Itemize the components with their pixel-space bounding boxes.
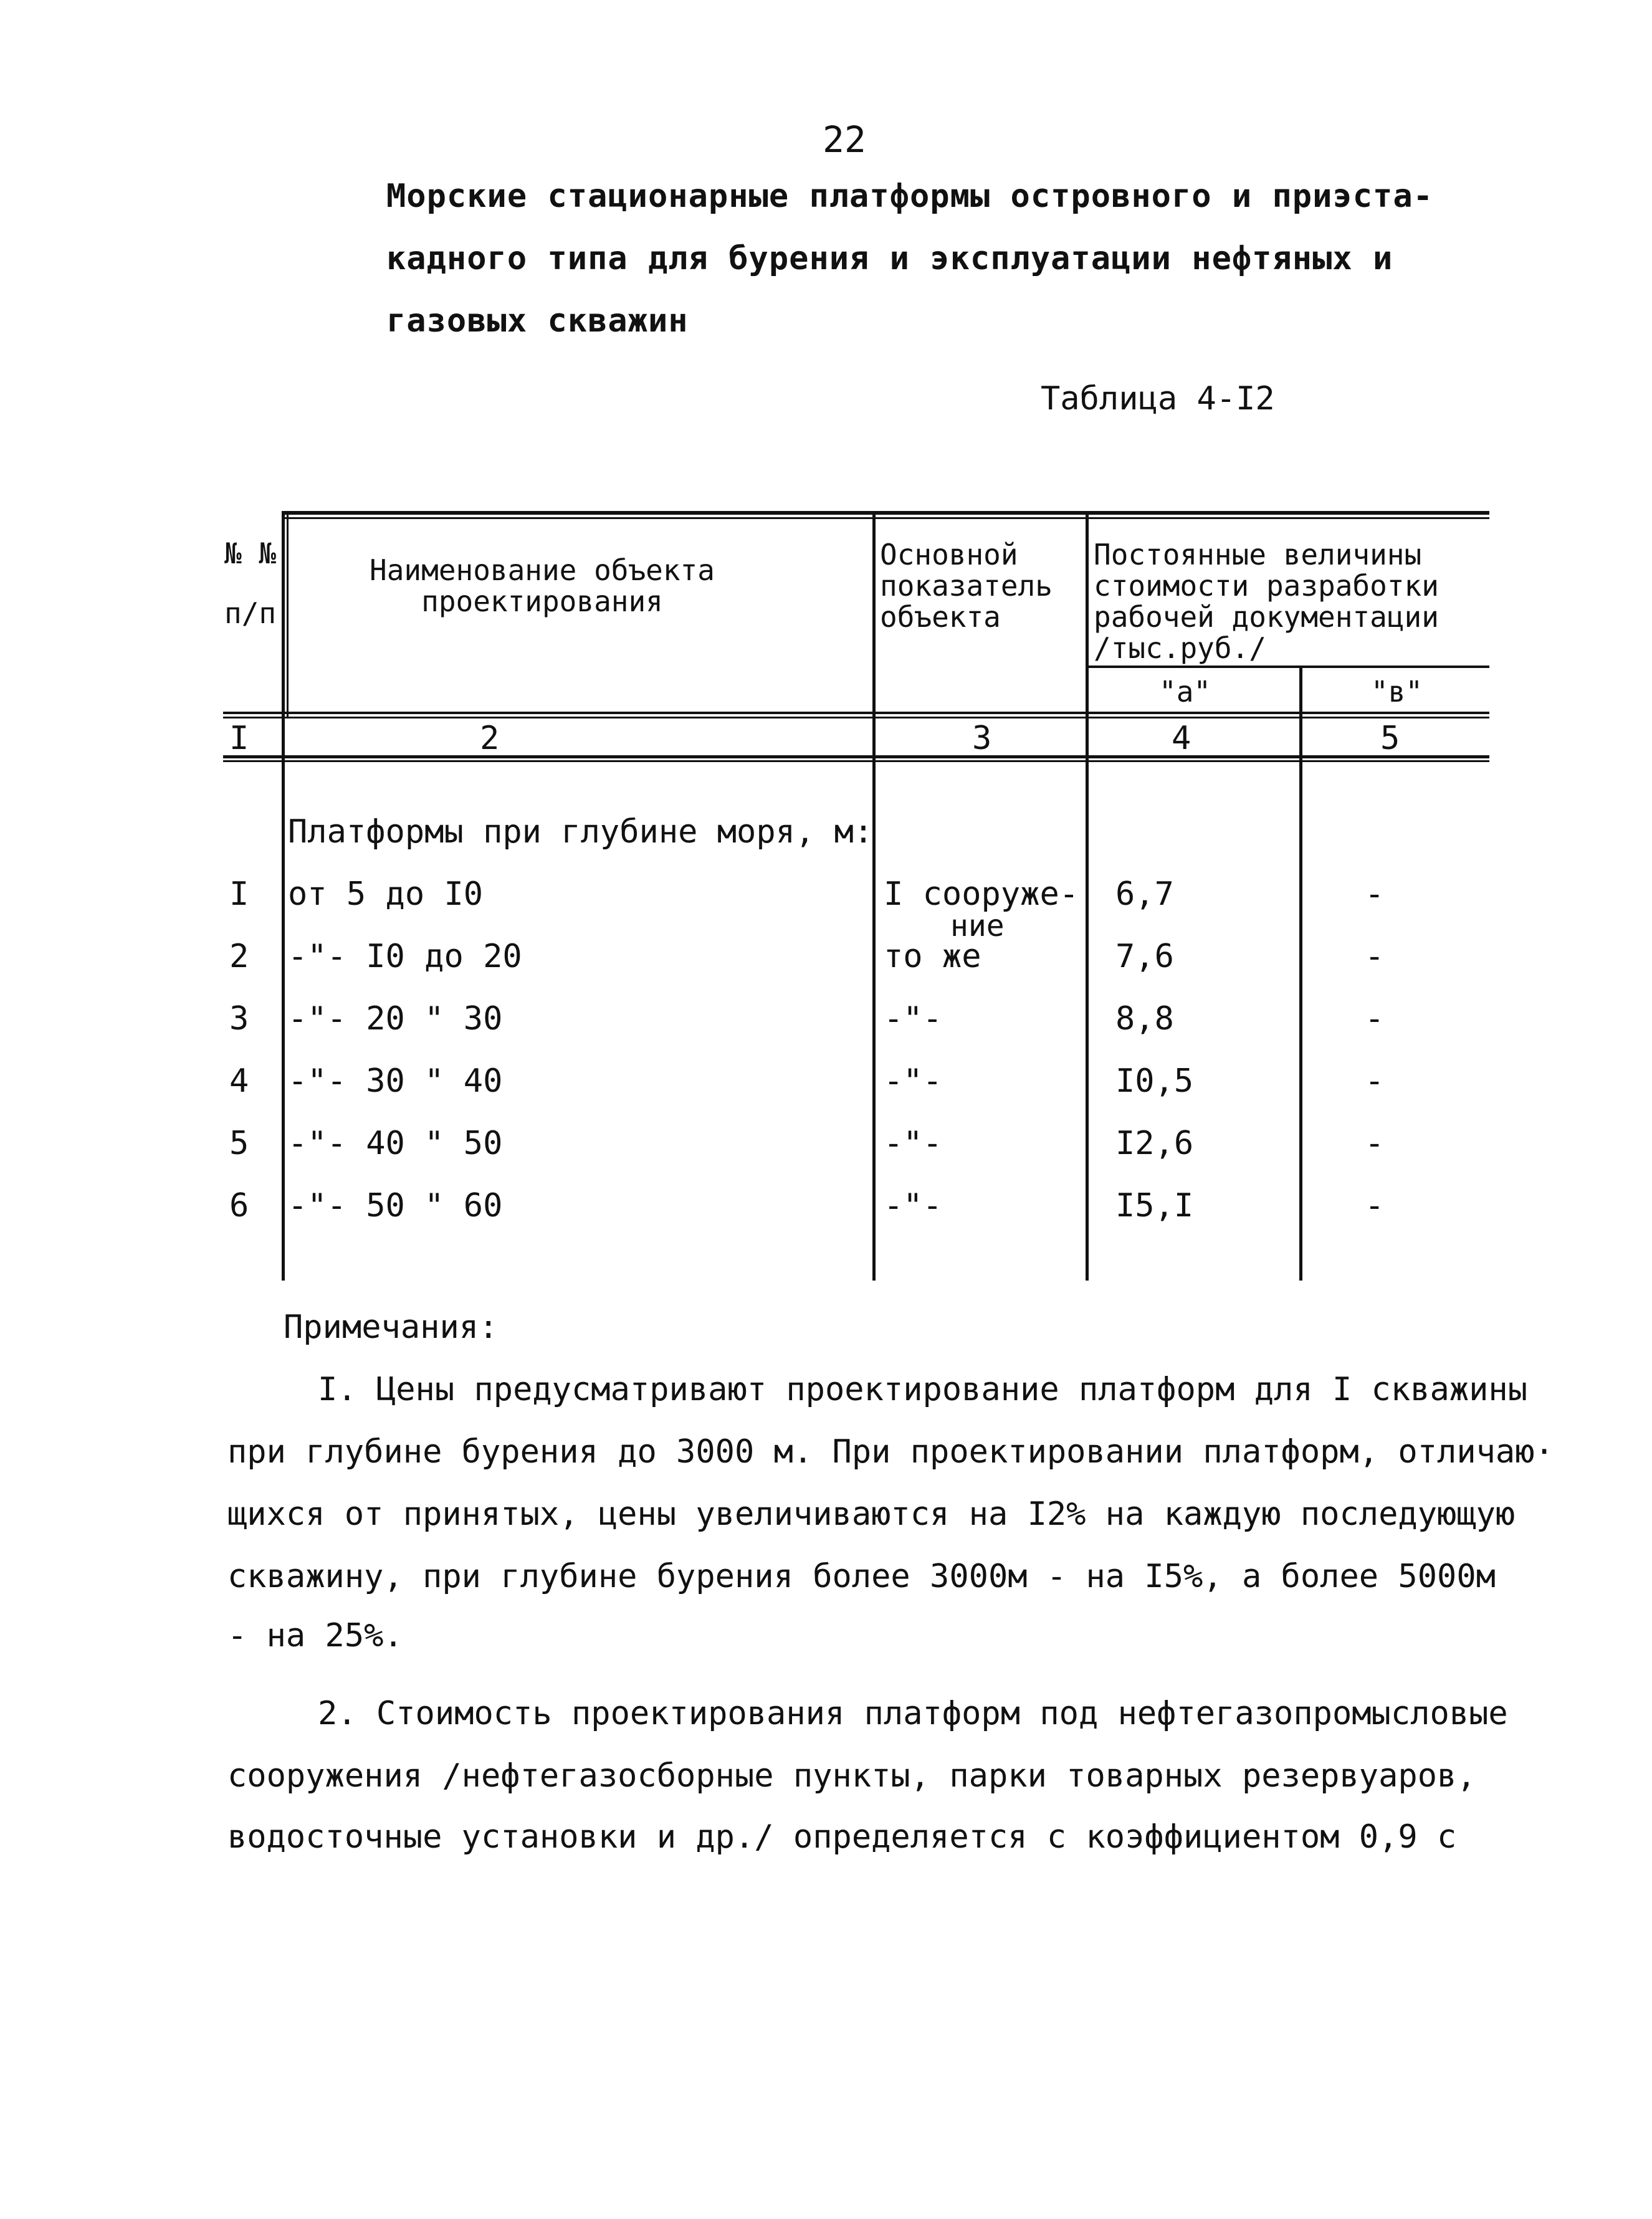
note-line: сооружения /нефтегазосборные пункты, парки товарных резервуаров,	[227, 1757, 1476, 1795]
table-vline-col5	[1299, 666, 1302, 1281]
row-value-a: 6,7	[1115, 876, 1174, 913]
header-col1-line1: № №	[224, 537, 277, 570]
column-number-5: 5	[1380, 720, 1400, 757]
row-value-b: -	[1365, 938, 1385, 975]
note-line: 2. Стоимость проектирования платформ под нефтегазопромысловые	[318, 1695, 1508, 1732]
note-line: при глубине бурения до 3000 м. При проектировании платформ, отличаю·	[227, 1433, 1554, 1471]
row-number: 2	[229, 938, 249, 975]
header-col1-line2: п/п	[224, 596, 277, 630]
table-vline-col2-b	[287, 511, 289, 717]
column-number-3: 3	[972, 720, 992, 757]
row-value-b: -	[1365, 1062, 1385, 1100]
header-col2	[340, 555, 745, 617]
header-col2-line2: проектирования	[421, 585, 663, 618]
row-name: -"- 30 " 40	[288, 1062, 503, 1100]
row-value-b: -	[1365, 1187, 1385, 1224]
table-top-line-2	[284, 517, 1489, 519]
header-col45-line1: Постоянные величины	[1094, 538, 1422, 571]
table-top-line	[284, 511, 1489, 515]
header-col3	[880, 539, 1053, 632]
row-value-b: -	[1365, 1125, 1385, 1162]
page-number: 22	[823, 118, 866, 161]
row-number: 6	[229, 1187, 249, 1224]
row-indicator: -"-	[884, 1125, 942, 1162]
table-label: Таблица 4-I2	[1041, 380, 1275, 418]
table-subheader-line	[1087, 666, 1489, 668]
row-number: 3	[229, 1000, 249, 1038]
row-name: -"- 20 " 30	[288, 1000, 503, 1038]
row-value-a: 8,8	[1115, 1000, 1174, 1038]
header-col45	[1094, 539, 1439, 664]
column-number-4: 4	[1172, 720, 1191, 757]
row-name: -"- 50 " 60	[288, 1187, 503, 1224]
table-vline-col4	[1086, 511, 1089, 1281]
header-col3-line1: Основной	[880, 538, 1018, 571]
row-name: от 5 до I0	[288, 876, 484, 913]
header-col45-line4: /тыс.руб./	[1094, 631, 1266, 665]
page-title-line-2: кадного типа для бурения и эксплуатации нефтяных и	[386, 240, 1393, 277]
note-line: I. Цены предусматривают проектирование платформ для I скважины	[318, 1371, 1528, 1408]
table-vline-col2	[282, 511, 285, 1281]
column-number-2: 2	[480, 720, 500, 757]
header-col5: "в"	[1371, 675, 1423, 709]
group-title: Платформы при глубине моря, м:	[288, 813, 874, 851]
row-indicator-cont: ние	[950, 909, 1005, 943]
row-indicator: то же	[884, 938, 981, 975]
row-indicator: -"-	[884, 1187, 942, 1224]
column-number-1: I	[229, 720, 249, 757]
row-value-a: I2,6	[1115, 1125, 1194, 1162]
note-line: - на 25%.	[227, 1617, 403, 1654]
row-value-a: 7,6	[1115, 938, 1174, 975]
row-indicator: -"-	[884, 1000, 942, 1038]
table-vline-col3	[872, 511, 876, 1281]
row-number: I	[229, 876, 249, 913]
note-line: скважину, при глубине бурения более 3000м - на I5%, а более 5000м	[227, 1558, 1496, 1595]
row-name: -"- 40 " 50	[288, 1125, 503, 1162]
notes-heading: Примечания:	[284, 1309, 499, 1346]
page-title-line-1: Морские стационарные платформы островного и приэста-	[386, 178, 1433, 215]
header-col3-line3: объекта	[880, 600, 1001, 634]
row-number: 4	[229, 1062, 249, 1100]
header-col4: "а"	[1159, 675, 1211, 709]
header-col1	[224, 523, 276, 643]
row-value-b: -	[1365, 1000, 1385, 1038]
row-number: 5	[229, 1125, 249, 1162]
header-col2-line1: Наименование объекта	[370, 553, 715, 587]
header-col45-line2: стоимости разработки	[1094, 569, 1439, 603]
page-title-line-3: газовых скважин	[386, 302, 689, 340]
row-indicator: I сооруже-	[884, 876, 1079, 913]
row-value-b: -	[1365, 876, 1385, 913]
row-indicator: -"-	[884, 1062, 942, 1100]
note-line: водосточные установки и др./ определяется с коэффициентом 0,9 с	[227, 1818, 1457, 1856]
row-name: -"- I0 до 20	[288, 938, 522, 975]
row-value-a: I5,I	[1115, 1187, 1194, 1224]
header-col3-line2: показатель	[880, 569, 1053, 603]
row-value-a: I0,5	[1115, 1062, 1194, 1100]
header-col45-line3: рабочей документации	[1094, 600, 1439, 634]
note-line: щихся от принятых, цены увеличиваются на I2% на каждую последующую	[227, 1496, 1516, 1533]
